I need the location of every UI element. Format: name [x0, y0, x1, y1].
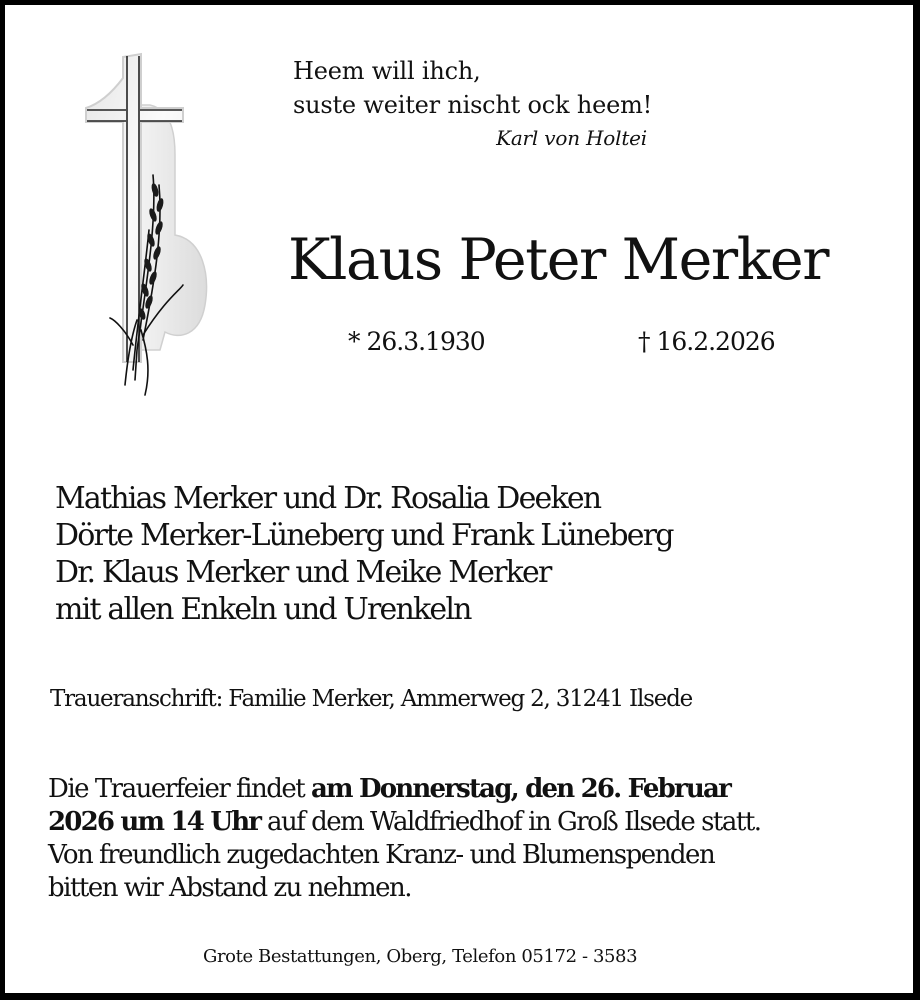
- family-line: mit allen Enkeln und Urenkeln: [55, 592, 471, 627]
- deceased-name: Klaus Peter Merker: [288, 227, 829, 293]
- ceremony-date-bold: am Donnerstag, den 26. Februar: [310, 774, 730, 804]
- ceremony-line: [48, 773, 730, 806]
- ceremony-text: Die Trauerfeier findet: [48, 774, 311, 804]
- birth-date: * 26.3.1930: [348, 327, 485, 356]
- family-line: Mathias Merker und Dr. Rosalia Deeken: [55, 481, 601, 516]
- family-line: Dörte Merker-Lüneberg und Frank Lüneberg: [55, 518, 673, 553]
- ceremony-line: [48, 806, 761, 839]
- cross-with-wheat-icon: [75, 50, 225, 415]
- quote-line: suste weiter nischt ock heem!: [293, 91, 653, 119]
- funeral-home-footer: Grote Bestattungen, Oberg, Telefon 05172 - 3583: [203, 946, 638, 967]
- mourning-address: Traueranschrift: Familie Merker, Ammerweg 2, 31241 Ilsede: [50, 686, 693, 712]
- ceremony-line: Von freundlich zugedachten Kranz- und Blumenspenden: [48, 840, 715, 870]
- death-date: † 16.2.2026: [638, 327, 775, 356]
- ceremony-line: bitten wir Abstand zu nehmen.: [48, 873, 412, 903]
- ceremony-text: auf dem Waldfriedhof in Groß Ilsede statt.: [260, 807, 761, 837]
- family-line: Dr. Klaus Merker und Meike Merker: [55, 555, 551, 590]
- ceremony-time-bold: 2026 um 14 Uhr: [48, 807, 261, 837]
- quote-author: Karl von Holtei: [496, 126, 647, 150]
- quote-line: Heem will ihch,: [293, 57, 481, 85]
